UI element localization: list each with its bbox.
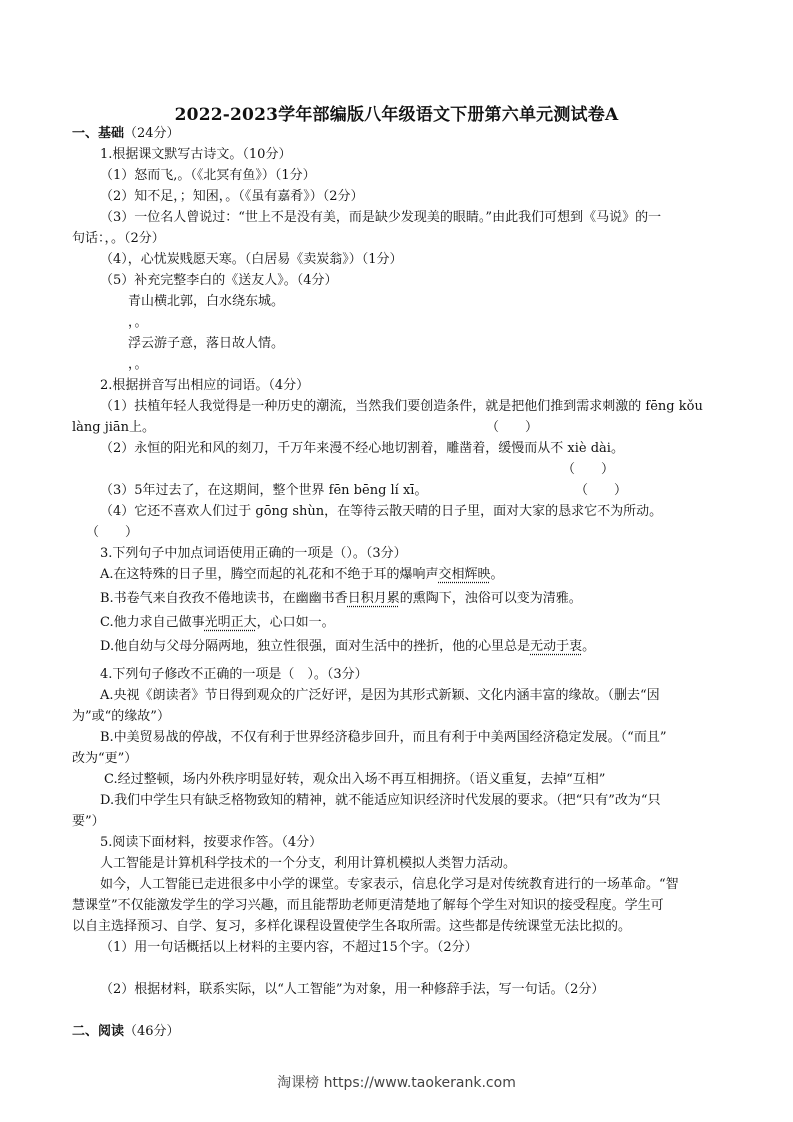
question-1: 1.根据课文默写古诗文。（10分） [100,147,292,162]
footer-watermark: 淘课榜 https://www.taokerank.com [277,1075,516,1091]
question-4: 4.下列句子修改不正确的一项是（ ）。（3分） [100,667,368,682]
answer-blank-2-1: （ ） [486,420,539,435]
question-2-1-line2: làng jiān上。 [72,420,156,435]
section-2-score: （46分） [124,1024,180,1039]
question-2-1-line1: （1）扶植年轻人我觉得是一种历史的潮流，当然我们要创造条件，就是把他们推到需求刺激的 fēng kǒu [100,399,703,414]
page-title: 2022-2023学年部编版八年级语文下册第六单元测试卷A [174,105,619,125]
material-paragraph-2-line3: 以自主选择预习、自学、复习，多样化课程设置使学生各取所需。这些都是传统课堂无法比拟的。 [72,919,632,934]
question-1-4: （4），心忧炭贱愿天寒。（白居易《卖炭翁》）（1分） [100,252,403,267]
question-1-3-line2: 句话：，。（2分） [72,231,165,246]
question-4-option-a-line1: A.央视《朗读者》节日得到观众的广泛好评，是因为其形式新颖、文化内涵丰富的缘故。（删去“因 [100,688,660,703]
material-paragraph-1: 人工智能是计算机科学技术的一个分支，利用计算机模拟人类智力活动。 [100,856,517,871]
question-4-option-a-line2: 为”或“的缘故”） [72,709,170,724]
question-5: 5.阅读下面材料，按要求作答。（4分） [100,835,323,850]
section-1-score: （24分） [124,126,180,141]
poem-line-4: ，。 [128,357,148,372]
material-paragraph-2-line2: 慧课堂”不仅能激发学生的学习兴趣，而且能帮助老师更清楚地了解每个学生对知识的接受程度。学生可 [72,898,664,913]
dotted-term-d: 无动于衷 [530,639,583,654]
question-1-2: （2）知不足，；知困，。（《虽有嘉肴》）（2分） [100,189,364,204]
section-1-title: 一、基础 [72,126,125,141]
section-2-title: 二、阅读 [72,1024,125,1039]
answer-blank-2-2: （ ） [562,462,615,477]
question-2: 2.根据拼音写出相应的词语。（4分） [100,378,310,393]
poem-line-3: 浮云游子意，落日故人情。 [128,336,285,351]
question-4-option-c: C.经过整顿，场内外秩序明显好转，观众出入场不再互相拥挤。（语义重复，去掉“互相” [104,772,606,787]
question-3: 3.下列句子中加点词语使用正确的一项是（）。（3分） [100,546,407,561]
question-4-option-d-line2: 要”） [72,814,105,829]
question-3-option-c: C.他力求自己做事光明正大，心口如一。 [100,615,335,630]
question-3-option-a: A.在这特殊的日子里，腾空而起的礼花和不绝于耳的爆响声交相辉映。 [100,567,504,582]
question-4-option-b-line1: B.中美贸易战的停战，不仅有利于世界经济稳步回升，而且有利于中美两国经济稳定发展。（“而且” [100,730,667,745]
dotted-term-c: 光明正大 [204,615,257,630]
question-5-2: （2）根据材料，联系实际，以“人工智能”为对象，用一种修辞手法，写一句话。（2分） [100,982,605,997]
section-1-heading [72,126,180,142]
dotted-term-b: 日积月累 [347,591,400,606]
question-1-5: （5）补充完整李白的《送友人》。（4分） [100,273,338,288]
question-4-option-b-line2: 改为“更”） [72,751,138,766]
poem-line-1: 青山横北郭，白水绕东城。 [128,294,285,309]
question-5-1: （1）用一句话概括以上材料的主要内容，不超过15个字。（2分） [100,940,478,955]
question-4-option-d-line1: D.我们中学生只有缺乏格物致知的精神，就不能适应知识经济时代发展的要求。（把“只有”改为“只 [100,793,661,808]
answer-blank-2-3: （ ） [575,483,628,498]
answer-blank-2-4: （ ） [86,525,139,540]
question-3-option-b: B.书卷气来自孜孜不倦地读书，在幽幽书香日积月累的熏陶下，浊俗可以变为清雅。 [100,591,582,606]
question-3-option-d: D.他自幼与父母分隔两地，独立性很强，面对生活中的挫折，他的心里总是无动于衷。 [100,639,596,654]
section-2-heading [72,1024,180,1040]
question-2-2: （2）永恒的阳光和风的刻刀，千万年来漫不经心地切割着，雕凿着，缓慢而从不 xiè dài。 [100,441,624,456]
question-1-1: （1）怒而飞,。（《北冥有鱼》）（1分） [100,168,316,183]
poem-line-2: ，。 [128,315,148,330]
question-1-3-line1: （3）一位名人曾说过：“世上不是没有美，而是缺少发现美的眼睛。”由此我们可想到《马说》的一 [100,210,662,225]
dotted-term-a: 交相辉映 [438,567,491,582]
question-2-3: （3）5年过去了，在这期间，整个世界 fēn bēng lí xī。 [100,483,428,498]
question-2-4: （4）它还不喜欢人们过于 gōng shùn，在等待云散天晴的日子里，面对大家的恳求它不为所动。 [100,504,663,519]
material-paragraph-2-line1: 如今，人工智能已走进很多中小学的课堂。专家表示，信息化学习是对传统教育进行的一场革命。“智 [100,877,679,892]
